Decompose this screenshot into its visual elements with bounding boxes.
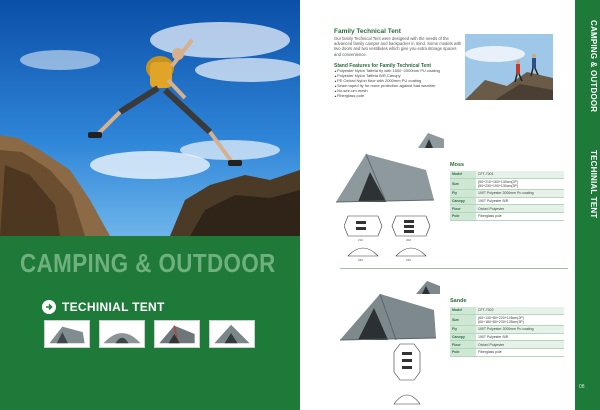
spec-row: Model CFT-7001 xyxy=(450,171,564,178)
spec-row: Canopy 190T Polyester B/R xyxy=(450,333,564,341)
spec-row: Pole Fiberglass pole xyxy=(450,348,564,356)
dim-label: 220 xyxy=(406,258,412,262)
sidebar-label-tent: TECHINIAL TENT xyxy=(589,150,598,219)
sande-tent-small-image xyxy=(414,278,442,296)
tent-thumbnail-1[interactable] xyxy=(44,320,90,348)
page-number: 08 xyxy=(579,384,585,390)
sande-floor-plan-diagrams xyxy=(392,342,422,408)
feature-item: ▲ Polyester Nylon Taffeta B/R,Canopy xyxy=(334,74,474,79)
spec-row: Fly 190T Polyester 2000mm Pu coating xyxy=(450,326,564,334)
tent-thumbnail-3[interactable] xyxy=(154,320,200,348)
feature-item: ▲ No-see-um mesh xyxy=(334,89,474,94)
sidebar-label-camping: CAMPING & OUTDOOR xyxy=(589,20,598,113)
moss-spec-table xyxy=(450,171,564,221)
features-title: Stand Features for Family Technical Tent xyxy=(334,63,432,69)
section-title: TECHINIAL TENT xyxy=(62,300,165,314)
feature-item: ▲ PE Oxford Nylon floor with 2000mm PU coating xyxy=(334,79,474,84)
section-divider xyxy=(340,268,568,269)
feature-item: ▲ Seam taped fly for more protection against bad weather xyxy=(334,84,474,89)
hero-image xyxy=(0,0,300,236)
intro-text: Our family Technical Tent were designed with the needs of the advanced family camper and backpacker in mind. Some models with two doors and two vestibules which give you extra storage spaces and convenience. xyxy=(334,36,462,57)
feature-item: ▲ Fiberglass pole xyxy=(334,94,474,99)
tent-thumbnail-4[interactable] xyxy=(209,320,255,348)
spec-row: Floor Oxford Polyester xyxy=(450,341,564,349)
feature-item: ▲ Polyester Nylon Taffeta fly with 1500~2000mm PU coating xyxy=(334,69,474,74)
moss-tent-image xyxy=(330,146,438,208)
tent-thumbnails xyxy=(44,320,264,348)
sande-spec-table xyxy=(450,307,564,357)
dim-label: 250 xyxy=(358,258,364,262)
features-list xyxy=(334,69,474,98)
spec-row: Size (50+210+160+130cm(2P) (50+230+190+130cm(3P) xyxy=(450,178,564,190)
spec-row: Pole Fiberglass pole xyxy=(450,212,564,220)
spec-row: Fly 190T Polyester 2000mm Pu coating xyxy=(450,190,564,198)
moss-floor-plan-diagrams xyxy=(344,212,438,262)
moss-tent-small-image xyxy=(416,130,446,150)
sande-tent-image xyxy=(336,288,440,346)
dim-label: 210 xyxy=(358,238,364,242)
spec-row: Canopy 190T Polyester B/R xyxy=(450,197,564,205)
tent-thumbnail-2[interactable] xyxy=(99,320,145,348)
spec-row: Floor Oxford Polyester xyxy=(450,205,564,213)
sande-model-name: Sande xyxy=(450,298,467,304)
band-title: CAMPING & OUTDOOR xyxy=(20,248,276,278)
moss-model-name: Moss xyxy=(450,162,465,168)
right-page xyxy=(300,0,600,410)
spec-row: Model CFT-7002 xyxy=(450,307,564,314)
spec-row: Size (60+130+80+220+105cm(2P) (60+180+80+230+135cm(3P) xyxy=(450,314,564,326)
dim-label: 200 xyxy=(406,238,412,242)
hikers-photo xyxy=(465,34,553,100)
intro-title: Family Technical Tent xyxy=(334,28,401,35)
arrow-right-icon xyxy=(42,300,56,314)
section-heading xyxy=(42,300,165,314)
